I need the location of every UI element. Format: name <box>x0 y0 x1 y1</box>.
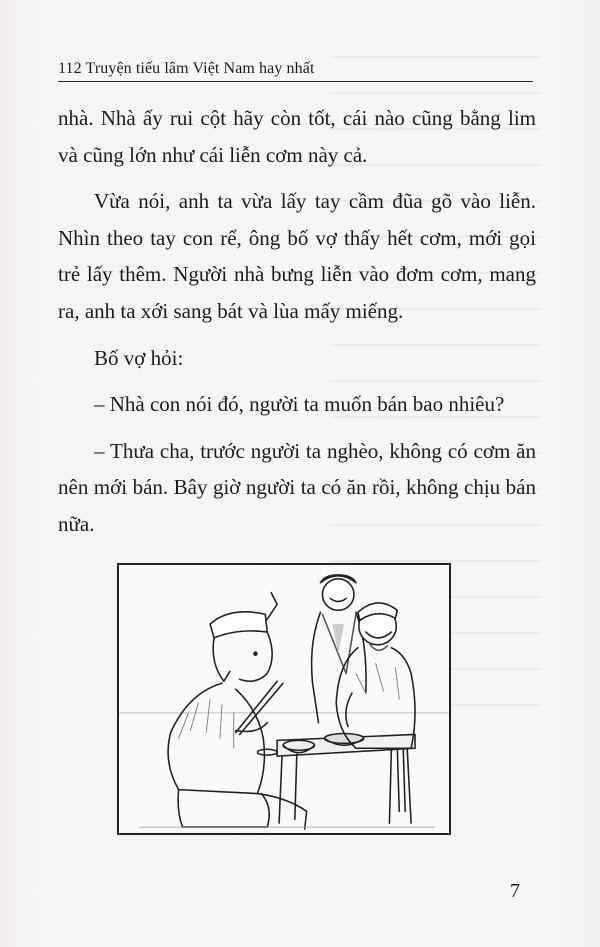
body-text <box>58 100 536 543</box>
paragraph: Vừa nói, anh ta vừa lấy tay cầm đũa gõ vào liễn. Nhìn theo tay con rể, ông bố vợ thấy hết cơm, mới gọi trẻ lấy thêm. Người nhà bưng liễn vào đơm cơm, mang ra, anh ta xới sang bát và lùa mấy miếng. <box>58 189 536 323</box>
paragraph: Bố vợ hỏi: <box>94 345 184 370</box>
running-header <box>58 60 533 82</box>
dialogue-line: – Nhà con nói đó, người ta muốn bán bao nhiêu? <box>94 392 505 417</box>
dialogue-line: – Thưa cha, trước người ta nghèo, không có cơm ăn nên mới bán. Bây giờ người ta có ăn rồi, không chịu bán nữa. <box>58 438 536 536</box>
illustration-figure <box>117 563 451 835</box>
book-title: 112 Truyện tiếu lâm Việt Nam hay nhất <box>58 60 315 77</box>
illustration-drawing <box>119 565 449 833</box>
paragraph: nhà. Nhà ấy rui cột hãy còn tốt, cái nào cũng bằng lim và cũng lớn như cái liễn cơm này cả. <box>58 106 536 167</box>
page-number: 7 <box>510 880 520 902</box>
